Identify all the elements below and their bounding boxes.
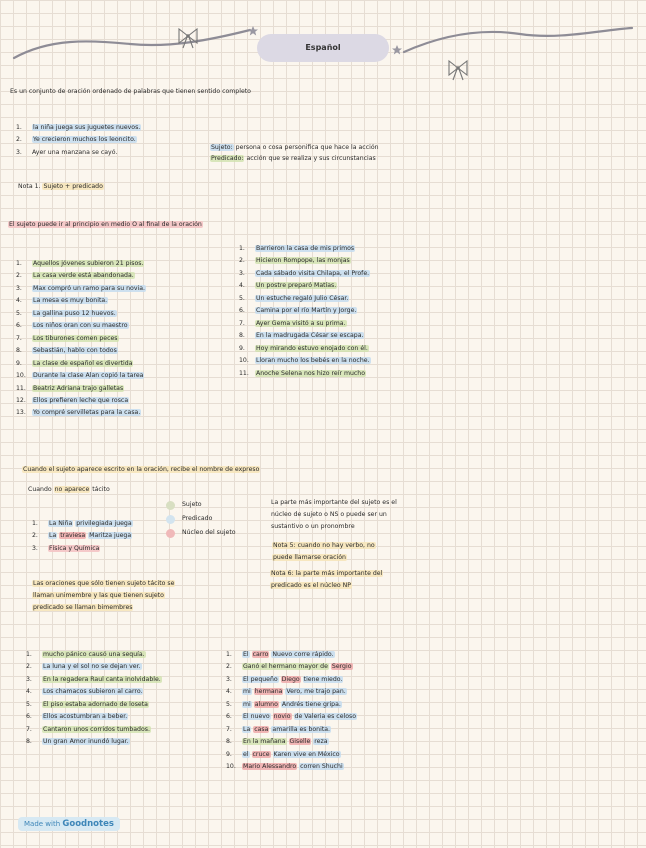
nota-1: Nota 1. Sujeto + predicado	[18, 183, 103, 190]
list-item: 5. Un estuche regaló Julio César.	[239, 294, 349, 302]
sentence-list-d	[226, 649, 357, 774]
list-item: 1. Aquellos jóvenes subieron 21 pisos.	[16, 260, 144, 267]
list-item: 6. Los niños oran con su maestro	[16, 322, 128, 330]
list-item: 2. La casa verde está abandonada.	[16, 272, 134, 280]
expreso-note: Cuando el sujeto aparece escrito en la oración, recibe el nombre de expreso	[23, 466, 260, 473]
page-title: Español	[257, 34, 389, 62]
list-item: 11. Beatriz Adriana trajo galletas	[16, 384, 124, 392]
sentence-list-b	[239, 243, 371, 380]
list-item: 4. Los chamacos subieron al carro.	[26, 688, 143, 696]
list-item: 2. Hicieron Rompope, las monjas	[239, 257, 350, 265]
definition-text: Es un conjunto de oración ordenado de palabras que tienen sentido completo	[10, 88, 251, 95]
list-item: 4. mi hermana Vero, me trajo pan.	[226, 688, 346, 696]
sujeto-definition: Sujeto: persona o cosa personifica que hace la acción	[211, 144, 379, 151]
nota-5: Nota 5: cuando no hay verbo, no puede llamarse oración	[273, 542, 375, 561]
predicado-definition: Predicado: acción que se realiza y sus circunstancias	[211, 155, 376, 162]
tacito-examples	[32, 518, 133, 555]
right-wave-line	[404, 28, 632, 52]
list-item: 6. Camina por el río Martín y Jorge.	[239, 307, 357, 315]
list-item: 4. La mesa es muy bonita.	[16, 297, 108, 305]
list-item: 7. Los tiburones comen peces	[16, 334, 118, 342]
list-item: 1. la niña juega sus juguetes nuevos.	[16, 124, 141, 131]
list-item: 3. El pequeño Diego tiene miedo.	[226, 675, 343, 683]
list-item: 1. mucho pánico causó una sequía.	[26, 651, 145, 658]
subject-position-note: El sujeto puede ir al principio en medio O al final de la oración	[9, 221, 202, 228]
list-item: 2. Ganó el hermano mayor de Sergio	[226, 663, 352, 671]
list-item: 2. Ye crecieron muchos los leoncito.	[16, 136, 136, 144]
nucleo-note: La parte más importante del sujeto es el núcleo de sujeto o NS o puede ser un sustantivo o un pronombre	[271, 499, 397, 530]
list-item: 3. En la regadera Raul canta inolvidable.	[26, 675, 161, 683]
list-item: 10. Durante la clase Alan copió la tarea	[16, 372, 144, 380]
legend-label: Predicado	[182, 515, 213, 522]
list-item: 10. Mario Alessandro corren Shuchi	[226, 763, 343, 771]
list-item: 12. Ellos prefieren leche que rosca	[16, 396, 129, 404]
list-item: 7. La casa amarilla es bonita.	[226, 725, 331, 733]
list-item: 3. Física y Química	[32, 544, 100, 552]
goodnotes-badge[interactable]: Made with Goodnotes	[18, 817, 120, 831]
list-item: 2. La luna y el sol no se dejan ver.	[26, 663, 141, 671]
legend-dot-sujeto	[166, 501, 175, 510]
legend-dot-predicado	[166, 515, 175, 524]
list-item: 6. El nuevo novio de Valeria es celoso	[226, 713, 357, 721]
list-item: 5. La gallina puso 12 huevos.	[16, 309, 116, 317]
list-item: 13. Yo compré servilletas para la casa.	[16, 409, 141, 417]
list-item: 2. La traviesa Maritza juega	[32, 532, 132, 540]
list-item: 8. En la mañana Giselle reza	[226, 738, 328, 746]
tacito-note: Cuando no aparece tácito	[28, 486, 110, 493]
list-item: 1. Barrieron la casa de mis primos	[239, 245, 355, 252]
left-wave-line	[14, 30, 250, 58]
list-item: 8. Sebastián, hablo con todos	[16, 347, 117, 355]
list-item: 3. Ayer una manzana se cayó.	[16, 148, 118, 156]
list-item: 9. Hoy mirando estuvo enojado con él.	[239, 344, 368, 352]
list-item: 8. En la madrugada César se escapa.	[239, 332, 364, 340]
list-item: 4. Un postre preparó Matías.	[239, 282, 337, 290]
list-item: 3. Cada sábado visita Chilapa, el Profe.	[239, 269, 370, 277]
list-item: 5. mi alumno Andrés tiene gripa.	[226, 700, 341, 708]
list-item: 7. Ayer Gema visitó a su prima.	[239, 319, 346, 327]
list-item: 1. La Niña privilegiada juega	[32, 520, 132, 527]
list-item: 5. El piso estaba adornado de loseta	[26, 700, 148, 708]
sentence-list-c	[26, 649, 162, 749]
legend-dot-nucleo	[166, 529, 175, 538]
list-item: 6. Ellos acostumbran a beber.	[26, 713, 128, 721]
sentence-list-a	[16, 258, 146, 420]
nota-6: Nota 6: la parte más importante del predicado es el núcleo NP	[271, 570, 383, 589]
list-item: 1. El carro Nuevo corre rápido.	[226, 651, 334, 658]
unimembre-note: Las oraciones que sólo tienen sujeto tácito se llaman unimembre y las que tienen sujeto predicado se llaman bimembres	[33, 580, 175, 612]
bow-icon	[179, 29, 197, 48]
legend-label: Sujeto	[182, 501, 202, 508]
star-icon	[392, 45, 402, 55]
example-list	[16, 122, 141, 159]
legend-label: Núcleo del sujeto	[182, 529, 236, 536]
list-item: 7. Cantaron unos corridos tumbados.	[26, 725, 150, 733]
list-item: 9. La clase de español es divertida	[16, 359, 133, 367]
bow-icon	[449, 61, 467, 80]
list-item: 10. Lloran mucho los bebés en la noche.	[239, 357, 370, 365]
list-item: 9. el cruce Karen vive en México	[226, 750, 340, 758]
list-item: 11. Anoche Selena nos hizo reír mucho	[239, 369, 366, 377]
list-item: 3. Max compró un ramo para su novia.	[16, 284, 145, 292]
list-item: 8. Un gran Amor inundó lugar.	[26, 738, 129, 746]
